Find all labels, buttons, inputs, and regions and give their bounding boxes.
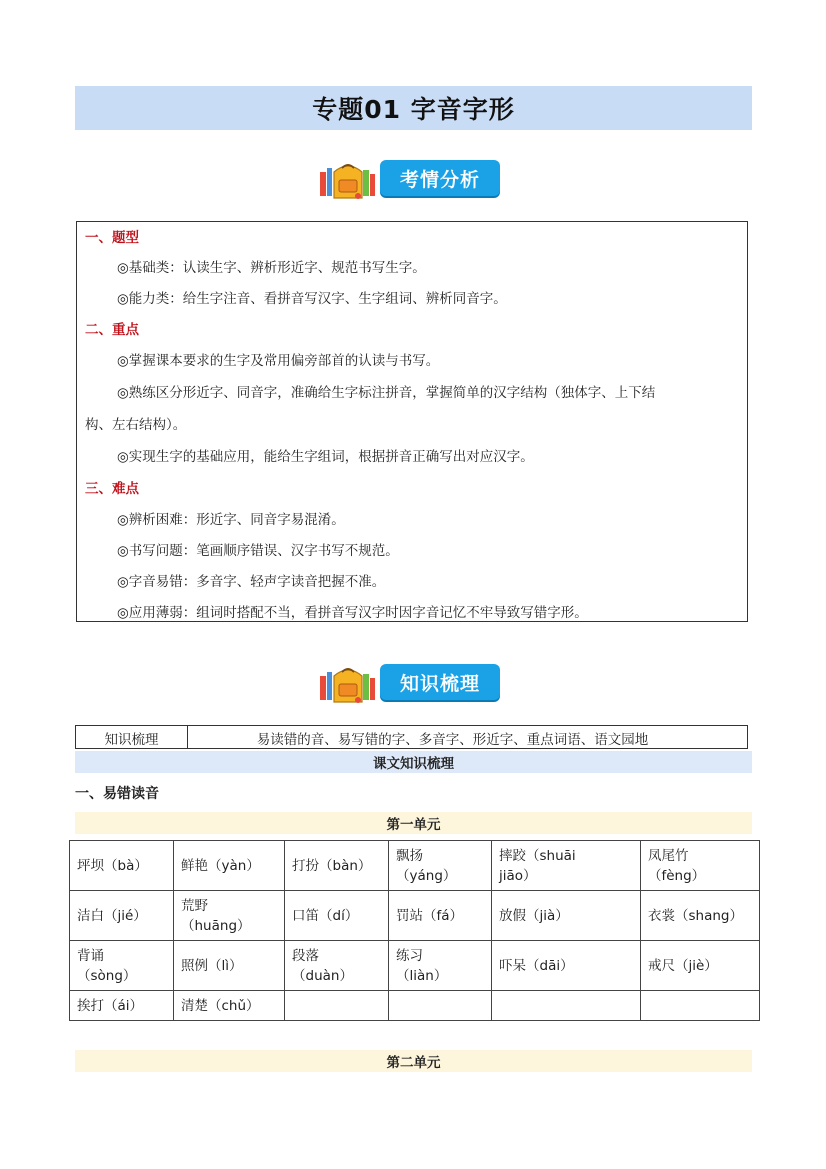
word-cell: 衣裳（shang）	[641, 891, 760, 941]
exam-analysis-banner	[318, 158, 500, 200]
analysis-line: ◎掌握课本要求的生字及常用偏旁部首的认读与书写。	[117, 353, 440, 369]
analysis-line: ◎书写问题：笔画顺序错误、汉字书写不规范。	[117, 543, 399, 559]
analysis-line: ◎辨析困难：形近字、同音字易混淆。	[117, 512, 345, 528]
word-cell: 口笛（dí）	[285, 891, 389, 941]
heading-key-points: 二、重点	[85, 322, 139, 338]
word-cell: 清楚（chǔ）	[174, 991, 285, 1021]
knowledge-summary-table	[75, 725, 748, 749]
word-cell	[492, 991, 641, 1021]
analysis-box	[76, 221, 748, 622]
exam-analysis-label: 考情分析	[380, 160, 500, 196]
table-row	[70, 891, 760, 941]
word-cell: 背诵 （sòng）	[70, 941, 174, 991]
word-cell: 戒尺（jiè）	[641, 941, 760, 991]
word-cell: 荒野 （huāng）	[174, 891, 285, 941]
error-prone-readings-heading: 一、易错读音	[75, 786, 159, 802]
word-cell: 鲜艳（yàn）	[174, 841, 285, 891]
course-knowledge-band: 课文知识梳理	[75, 751, 752, 773]
page-title-bar	[75, 86, 752, 130]
word-cell: 段落 （duàn）	[285, 941, 389, 991]
school-bag-icon	[318, 158, 378, 200]
knowledge-summary-label: 知识梳理	[76, 726, 188, 748]
analysis-line: ◎基础类：认读生字、辨析形近字、规范书写生字。	[117, 260, 426, 276]
table-row	[70, 841, 760, 891]
word-cell: 放假（jià）	[492, 891, 641, 941]
word-cell: 罚站（fá）	[389, 891, 492, 941]
knowledge-banner	[318, 662, 500, 704]
table-row	[70, 991, 760, 1021]
analysis-line: ◎能力类：给生字注音、看拼音写汉字、生字组词、辨析同音字。	[117, 291, 507, 307]
word-table-unit-one	[69, 840, 760, 1021]
table-row	[70, 941, 760, 991]
word-cell: 飘扬 （yáng）	[389, 841, 492, 891]
word-cell	[641, 991, 760, 1021]
word-cell: 洁白（jié）	[70, 891, 174, 941]
school-bag-icon	[318, 662, 378, 704]
word-cell	[389, 991, 492, 1021]
heading-difficulties: 三、难点	[85, 481, 139, 497]
word-cell: 练习 （liàn）	[389, 941, 492, 991]
word-cell: 凤尾竹 （fèng）	[641, 841, 760, 891]
analysis-line: ◎应用薄弱：组词时搭配不当，看拼音写汉字时因字音记忆不牢导致写错字形。	[117, 605, 588, 621]
unit-two-band: 第二单元	[75, 1050, 752, 1072]
knowledge-summary-content: 易读错的音、易写错的字、多音字、形近字、重点词语、语文园地	[256, 732, 649, 748]
word-cell: 摔跤（shuāi jiāo）	[492, 841, 641, 891]
analysis-line: ◎字音易错：多音字、轻声字读音把握不准。	[117, 574, 386, 590]
page-title: 专题01 字音字形	[312, 95, 515, 124]
knowledge-label: 知识梳理	[380, 664, 500, 700]
word-cell: 坪坝（bà）	[70, 841, 174, 891]
word-cell: 吓呆（dāi）	[492, 941, 641, 991]
word-cell: 挨打（ái）	[70, 991, 174, 1021]
analysis-line: ◎实现生字的基础应用，能给生字组词，根据拼音正确写出对应汉字。	[117, 449, 534, 465]
word-cell	[285, 991, 389, 1021]
word-cell: 照例（lì）	[174, 941, 285, 991]
analysis-line: ◎熟练区分形近字、同音字，准确给生字标注拼音，掌握简单的汉字结构（独体字、上下结	[117, 385, 656, 401]
heading-question-types: 一、题型	[85, 230, 139, 246]
analysis-line: 构、左右结构）。	[85, 417, 187, 433]
word-cell: 打扮（bàn）	[285, 841, 389, 891]
unit-one-band: 第一单元	[75, 812, 752, 834]
